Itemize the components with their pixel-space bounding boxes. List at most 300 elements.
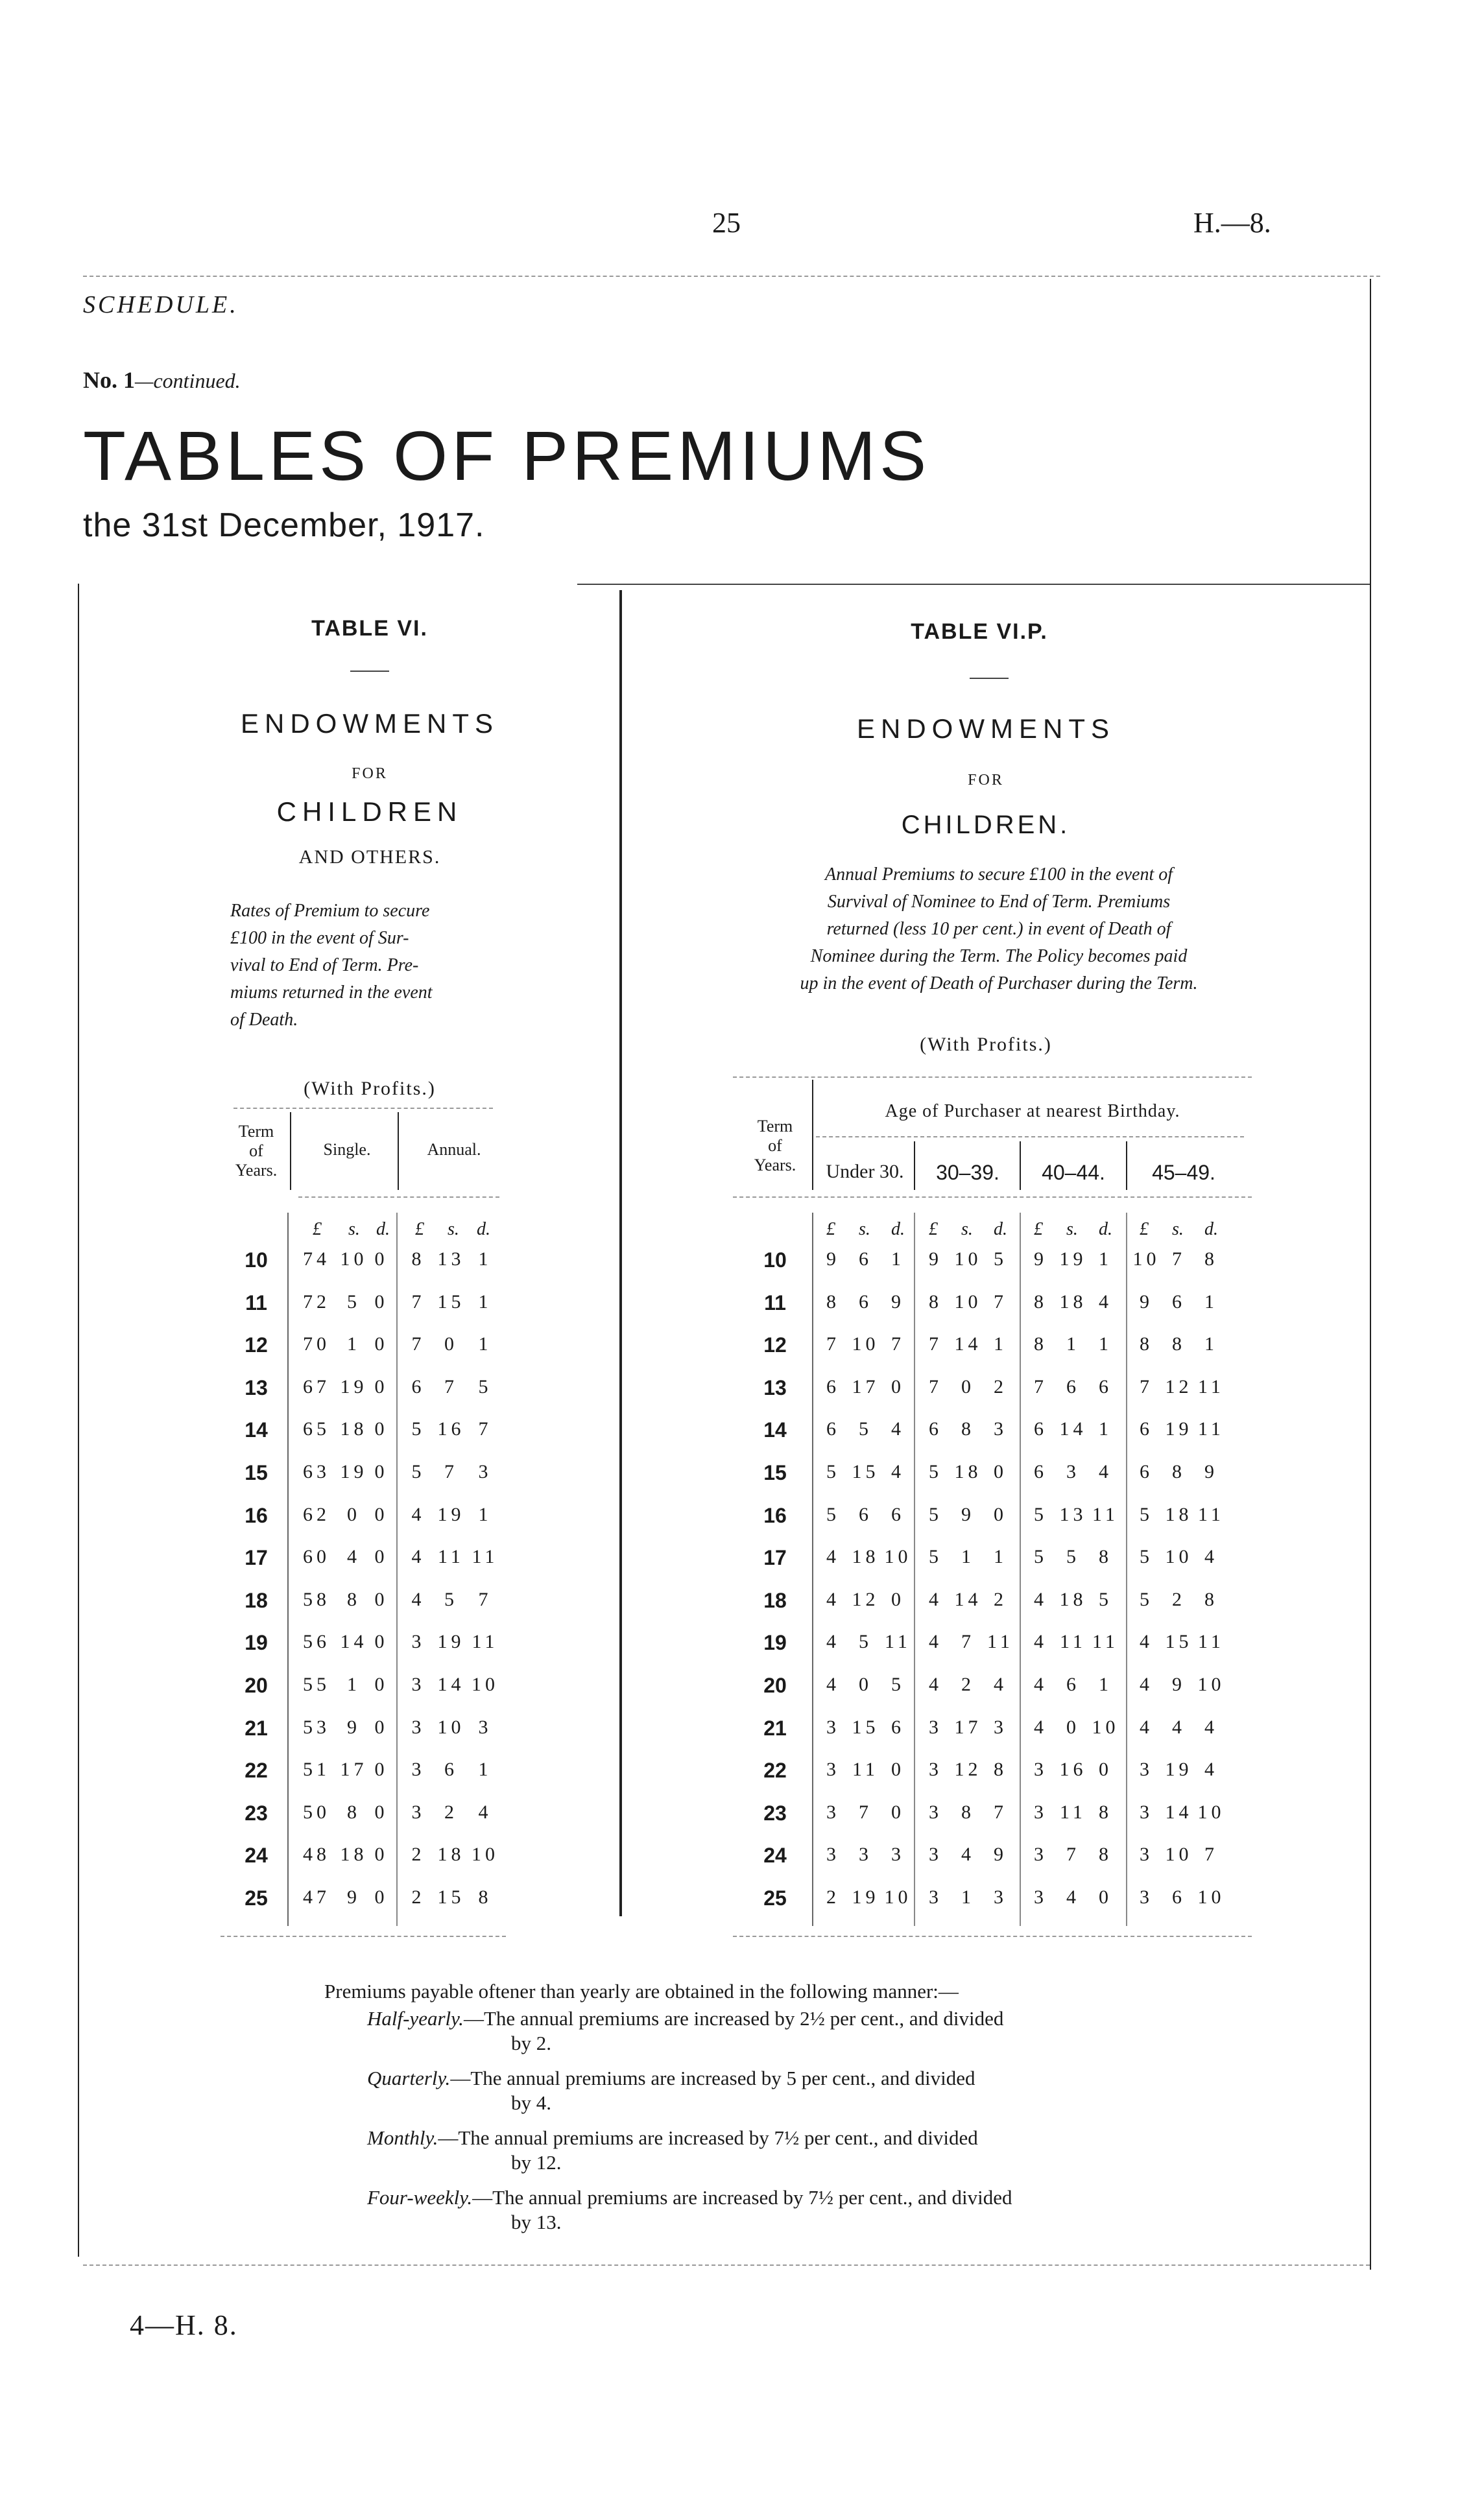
annual-pounds: 7: [411, 1333, 425, 1355]
pounds-cell: 7: [1140, 1376, 1153, 1397]
pounds-cell: 3: [1034, 1801, 1047, 1823]
pence-cell: 7: [994, 1291, 1007, 1313]
table6p-body-divider: [1020, 1213, 1021, 1926]
table6p-heading2: CHILDREN.: [901, 811, 1071, 839]
annual-pence: 4: [478, 1801, 492, 1823]
pounds-cell: 5: [1034, 1504, 1047, 1525]
page-title: TABLES OF PREMIUMS: [83, 416, 931, 495]
single-pence: 0: [374, 1461, 389, 1482]
pence-cell: 0: [891, 1759, 905, 1780]
annual-shillings: 0: [444, 1333, 458, 1355]
pounds-cell: 6: [1034, 1418, 1047, 1440]
term-cell: 15: [245, 1461, 268, 1484]
pounds-cell: 3: [929, 1801, 942, 1823]
pounds-cell: 9: [929, 1248, 942, 1270]
unit-pence: d.: [994, 1219, 1007, 1239]
single-pounds: 56: [303, 1631, 330, 1652]
shillings-cell: 0: [859, 1674, 872, 1695]
pence-cell: 5: [1099, 1589, 1112, 1610]
table6-desc-line: Rates of Premium to secure: [230, 901, 430, 921]
single-shillings: 10: [340, 1248, 368, 1270]
pounds-cell: 3: [826, 1717, 840, 1738]
pounds-cell: 3: [929, 1759, 942, 1780]
pence-cell: 4: [994, 1674, 1007, 1695]
pounds-cell: 7: [929, 1376, 942, 1397]
annual-pounds: 3: [411, 1801, 425, 1823]
shillings-cell: 14: [1165, 1801, 1193, 1823]
annual-pence: 1: [478, 1504, 492, 1525]
pounds-cell: 3: [929, 1844, 942, 1865]
table6-heading3: AND OTHERS.: [298, 846, 441, 868]
shillings-cell: 15: [852, 1717, 879, 1738]
pence-cell: 11: [1198, 1376, 1225, 1397]
table6-body-divider: [287, 1213, 289, 1926]
footnote-item-label: Half-yearly.: [367, 2007, 464, 2030]
term-cell: 18: [763, 1589, 787, 1612]
annual-pence: 1: [478, 1248, 492, 1270]
footnote-item: [367, 2006, 1167, 2056]
pence-cell: 10: [1197, 1801, 1225, 1823]
single-shillings: 18: [340, 1418, 368, 1440]
annual-pounds: 4: [411, 1546, 425, 1567]
annual-shillings: 14: [437, 1674, 465, 1695]
footnote-item: [367, 2185, 1167, 2235]
bottom-rule: [83, 2264, 1370, 2266]
term-cell: 13: [245, 1376, 268, 1399]
pence-cell: 1: [1204, 1333, 1218, 1355]
footnote-item-cont: by 2.: [511, 2032, 551, 2054]
pounds-cell: 3: [1034, 1759, 1047, 1780]
table6-title-rule: [350, 671, 389, 672]
single-pence: 0: [374, 1759, 389, 1780]
pounds-cell: 6: [826, 1418, 840, 1440]
term-cell: 17: [763, 1546, 787, 1569]
pence-cell: 1: [1099, 1333, 1112, 1355]
pounds-cell: 3: [1140, 1844, 1153, 1865]
single-pounds: 53: [303, 1717, 330, 1738]
shillings-cell: 7: [1172, 1248, 1186, 1270]
pence-cell: 0: [1099, 1886, 1112, 1908]
unit-pound: £: [929, 1219, 938, 1239]
shillings-cell: 11: [852, 1759, 879, 1780]
single-shillings: 18: [340, 1844, 368, 1865]
pence-cell: 9: [891, 1291, 905, 1313]
table6p-body-divider: [812, 1213, 813, 1926]
shillings-cell: 17: [852, 1376, 879, 1397]
table6p-desc-line: Survival of Nominee to End of Term. Premiums: [827, 892, 1171, 912]
annual-shillings: 16: [437, 1418, 465, 1440]
shillings-cell: 3: [859, 1844, 872, 1865]
single-pence: 0: [374, 1801, 389, 1823]
pence-cell: 0: [994, 1504, 1007, 1525]
pounds-cell: 5: [826, 1461, 840, 1482]
shillings-cell: 16: [1059, 1759, 1087, 1780]
pounds-cell: 8: [826, 1291, 840, 1313]
pounds-cell: 8: [1034, 1291, 1047, 1313]
single-pence: 0: [374, 1418, 389, 1440]
pounds-cell: 7: [1034, 1376, 1047, 1397]
pounds-cell: 5: [929, 1546, 942, 1567]
pence-cell: 1: [1099, 1248, 1112, 1270]
term-cell: 11: [764, 1291, 786, 1314]
shillings-cell: 11: [1060, 1631, 1086, 1652]
pence-cell: 5: [891, 1674, 905, 1695]
pence-cell: 0: [891, 1801, 905, 1823]
shillings-cell: 10: [1165, 1844, 1193, 1865]
shillings-cell: 19: [1059, 1248, 1087, 1270]
document-reference: H.—8.: [1193, 207, 1271, 239]
annual-pence: 1: [478, 1333, 492, 1355]
shillings-cell: 5: [1066, 1546, 1080, 1567]
pence-cell: 0: [891, 1589, 905, 1610]
single-pounds: 65: [303, 1418, 330, 1440]
term-cell: 16: [763, 1504, 787, 1527]
pounds-cell: 3: [1034, 1886, 1047, 1908]
annual-shillings: 13: [437, 1248, 465, 1270]
shillings-cell: 11: [1060, 1801, 1086, 1823]
table6-header-bottom-rule: [298, 1196, 499, 1198]
table6-col-term: [221, 1122, 292, 1180]
table6-heading2: CHILDREN: [276, 796, 463, 827]
single-pounds: 48: [303, 1844, 330, 1865]
footnote-item-label: Four-weekly.: [367, 2186, 473, 2209]
single-shillings: 8: [347, 1801, 361, 1823]
shillings-cell: 4: [1172, 1717, 1186, 1738]
pence-cell: 4: [1204, 1717, 1218, 1738]
footnote-item-cont: by 4.: [511, 2091, 551, 2114]
pounds-cell: 6: [1140, 1418, 1153, 1440]
pounds-cell: 4: [1034, 1717, 1047, 1738]
annual-shillings: 19: [437, 1504, 465, 1525]
pence-cell: 0: [891, 1376, 905, 1397]
shillings-cell: 0: [1066, 1717, 1080, 1738]
pounds-cell: 9: [1034, 1248, 1047, 1270]
shillings-cell: 6: [859, 1504, 872, 1525]
term-cell: 21: [245, 1717, 268, 1740]
annual-shillings: 7: [444, 1461, 458, 1482]
section-number: [83, 366, 241, 394]
single-pence: 0: [374, 1717, 389, 1738]
pence-cell: 4: [891, 1461, 905, 1482]
pence-cell: 11: [1092, 1504, 1119, 1525]
single-pence: 0: [374, 1546, 389, 1567]
shillings-cell: 8: [961, 1418, 975, 1440]
shillings-cell: 10: [852, 1333, 879, 1355]
term-cell: 22: [763, 1759, 787, 1782]
single-shillings: 1: [347, 1333, 361, 1355]
pounds-cell: 5: [1140, 1589, 1153, 1610]
shillings-cell: 1: [1066, 1333, 1080, 1355]
unit-pence: d.: [477, 1219, 490, 1239]
annual-shillings: 18: [437, 1844, 465, 1865]
shillings-cell: 18: [1059, 1589, 1087, 1610]
annual-pence: 8: [478, 1886, 492, 1908]
table6p-header-bottom-rule: [733, 1196, 1252, 1198]
pence-cell: 11: [1198, 1631, 1225, 1652]
single-shillings: 19: [340, 1461, 368, 1482]
unit-shilling: s.: [859, 1219, 870, 1239]
footnote-item-text: —The annual premiums are increased by 5 per cent., and divided: [450, 2067, 975, 2089]
pounds-cell: 4: [826, 1546, 840, 1567]
pounds-cell: 3: [826, 1801, 840, 1823]
pounds-cell: 5: [1140, 1546, 1153, 1567]
shillings-cell: 5: [859, 1631, 872, 1652]
term-cell: 15: [763, 1461, 787, 1484]
date-line: the 31st December, 1917.: [83, 506, 485, 544]
term-cell: 20: [763, 1674, 787, 1697]
single-shillings: 8: [347, 1589, 361, 1610]
shillings-cell: 6: [1172, 1291, 1186, 1313]
shillings-cell: 14: [954, 1333, 982, 1355]
corner-label: 4—H. 8.: [130, 2309, 238, 2341]
single-pounds: 47: [303, 1886, 330, 1908]
single-pence: 0: [374, 1504, 389, 1525]
pence-cell: 8: [1099, 1801, 1112, 1823]
table6p-col-term: [736, 1117, 814, 1175]
annual-shillings: 5: [444, 1589, 458, 1610]
table6-description: [230, 897, 529, 1034]
unit-pence: d.: [376, 1219, 390, 1239]
term-cell: 23: [245, 1801, 268, 1825]
single-pence: 0: [374, 1674, 389, 1695]
single-shillings: 5: [347, 1291, 361, 1313]
annual-pence: 11: [472, 1546, 499, 1567]
term-cell: 25: [245, 1886, 268, 1910]
shillings-cell: 3: [1066, 1461, 1080, 1482]
footnote-item-label: Quarterly.: [367, 2067, 451, 2089]
annual-pounds: 3: [411, 1631, 425, 1652]
table6p-profits: (With Profits.): [920, 1034, 1052, 1055]
annual-pence: 1: [478, 1291, 492, 1313]
section-no: No. 1: [83, 367, 135, 393]
pence-cell: 10: [884, 1886, 912, 1908]
table6p-age-divider: [914, 1141, 915, 1190]
table6-header-divider: [398, 1112, 399, 1190]
single-shillings: 1: [347, 1674, 361, 1695]
table6p-desc-line: Nominee during the Term. The Policy becomes paid: [810, 946, 1188, 966]
pence-cell: 3: [891, 1844, 905, 1865]
annual-pence: 3: [478, 1717, 492, 1738]
shillings-cell: 1: [961, 1546, 975, 1567]
pounds-cell: 4: [1034, 1589, 1047, 1610]
pounds-cell: 7: [826, 1333, 840, 1355]
annual-pounds: 6: [411, 1376, 425, 1397]
table6p-bottom-rule: [733, 1936, 1252, 1937]
footnote: [324, 1979, 1167, 2235]
pence-cell: 11: [1092, 1631, 1119, 1652]
center-divider: [619, 590, 622, 1916]
shillings-cell: 6: [1066, 1376, 1080, 1397]
left-border: [78, 584, 79, 2257]
annual-pounds: 4: [411, 1589, 425, 1610]
annual-pence: 10: [472, 1674, 499, 1695]
table6p-header-divider: [812, 1080, 813, 1190]
unit-pence: d.: [1204, 1219, 1218, 1239]
table6p-header-rule: [733, 1076, 1252, 1078]
footnote-item-text: —The annual premiums are increased by 2½ per cent., and divided: [463, 2007, 1004, 2030]
annual-pence: 11: [472, 1631, 499, 1652]
pence-cell: 11: [1198, 1504, 1225, 1525]
unit-shilling: s.: [348, 1219, 360, 1239]
pounds-cell: 3: [929, 1886, 942, 1908]
col-term-line: Term: [238, 1122, 274, 1141]
pounds-cell: 3: [929, 1717, 942, 1738]
term-cell: 21: [763, 1717, 787, 1740]
unit-pound: £: [1034, 1219, 1043, 1239]
table6p-age-divider: [1126, 1141, 1127, 1190]
pence-cell: 6: [891, 1717, 905, 1738]
col-term-line: of: [249, 1141, 263, 1160]
pence-cell: 3: [994, 1717, 1007, 1738]
pence-cell: 6: [1099, 1376, 1112, 1397]
annual-pence: 5: [478, 1376, 492, 1397]
annual-pounds: 8: [411, 1248, 425, 1270]
pounds-cell: 6: [1034, 1461, 1047, 1482]
pounds-cell: 4: [929, 1589, 942, 1610]
term-cell: 24: [245, 1844, 268, 1867]
pounds-cell: 3: [1140, 1801, 1153, 1823]
single-shillings: 14: [340, 1631, 368, 1652]
top-rule: [83, 276, 1380, 277]
pence-cell: 8: [1099, 1546, 1112, 1567]
table6-desc-line: vival to End of Term. Pre-: [230, 955, 419, 975]
col-term-line: of: [768, 1136, 782, 1155]
table6p-title: TABLE VI.P.: [911, 619, 1048, 644]
table6-for: FOR: [352, 765, 388, 782]
annual-pence: 3: [478, 1461, 492, 1482]
pounds-cell: 8: [1140, 1333, 1153, 1355]
single-pence: 0: [374, 1333, 389, 1355]
shillings-cell: 8: [1172, 1461, 1186, 1482]
pence-cell: 10: [1197, 1674, 1225, 1695]
single-pounds: 72: [303, 1291, 330, 1313]
pounds-cell: 4: [929, 1631, 942, 1652]
single-pounds: 55: [303, 1674, 330, 1695]
annual-pounds: 2: [411, 1886, 425, 1908]
annual-shillings: 7: [444, 1376, 458, 1397]
pounds-cell: 4: [826, 1589, 840, 1610]
pence-cell: 11: [1198, 1418, 1225, 1440]
annual-pounds: 5: [411, 1461, 425, 1482]
table6p-title-rule: [970, 678, 1009, 679]
single-pounds: 51: [303, 1759, 330, 1780]
pounds-cell: 4: [929, 1674, 942, 1695]
pounds-cell: 5: [826, 1504, 840, 1525]
unit-pound: £: [313, 1219, 322, 1239]
shillings-cell: 6: [1172, 1886, 1186, 1908]
shillings-cell: 4: [961, 1844, 975, 1865]
shillings-cell: 9: [961, 1504, 975, 1525]
table6-desc-line: miums returned in the event: [230, 982, 433, 1003]
pence-cell: 4: [1204, 1546, 1218, 1567]
pence-cell: 0: [994, 1461, 1007, 1482]
shillings-cell: 18: [1165, 1504, 1193, 1525]
annual-shillings: 11: [438, 1546, 464, 1567]
annual-shillings: 6: [444, 1759, 458, 1780]
pence-cell: 7: [994, 1801, 1007, 1823]
pence-cell: 8: [1204, 1589, 1218, 1610]
shillings-cell: 12: [1165, 1376, 1193, 1397]
unit-pence: d.: [891, 1219, 905, 1239]
term-cell: 10: [245, 1248, 268, 1272]
pounds-cell: 4: [1140, 1717, 1153, 1738]
pence-cell: 9: [1204, 1461, 1218, 1482]
pounds-cell: 4: [1140, 1674, 1153, 1695]
annual-pence: 7: [478, 1589, 492, 1610]
shillings-cell: 12: [954, 1759, 982, 1780]
table6p-desc-line: Annual Premiums to secure £100 in the event of: [824, 864, 1173, 885]
term-cell: 14: [245, 1418, 268, 1442]
shillings-cell: 7: [1066, 1844, 1080, 1865]
pence-cell: 9: [994, 1844, 1007, 1865]
shillings-cell: 8: [961, 1801, 975, 1823]
table6p-description: [752, 861, 1245, 997]
pence-cell: 5: [994, 1248, 1007, 1270]
unit-pence: d.: [1099, 1219, 1112, 1239]
pounds-cell: 10: [1132, 1248, 1160, 1270]
pounds-cell: 4: [1034, 1674, 1047, 1695]
pence-cell: 10: [1092, 1717, 1119, 1738]
pence-cell: 8: [1099, 1844, 1112, 1865]
annual-shillings: 10: [437, 1717, 465, 1738]
shillings-cell: 18: [852, 1546, 879, 1567]
pence-cell: 4: [1204, 1759, 1218, 1780]
shillings-cell: 7: [961, 1631, 975, 1652]
annual-pounds: 3: [411, 1759, 425, 1780]
pence-cell: 10: [1197, 1886, 1225, 1908]
pence-cell: 1: [1099, 1418, 1112, 1440]
single-pounds: 74: [303, 1248, 330, 1270]
single-pence: 0: [374, 1376, 389, 1397]
unit-shilling: s.: [448, 1219, 459, 1239]
single-pence: 0: [374, 1631, 389, 1652]
pence-cell: 11: [987, 1631, 1014, 1652]
shillings-cell: 15: [1165, 1631, 1193, 1652]
annual-pounds: 5: [411, 1418, 425, 1440]
pounds-cell: 6: [929, 1418, 942, 1440]
shillings-cell: 19: [1165, 1759, 1193, 1780]
shillings-cell: 15: [852, 1461, 879, 1482]
pence-cell: 8: [994, 1759, 1007, 1780]
shillings-cell: 13: [1059, 1504, 1087, 1525]
table6-title: TABLE VI.: [311, 616, 428, 641]
term-cell: 11: [245, 1291, 267, 1314]
term-cell: 16: [245, 1504, 268, 1527]
table6-body-divider: [396, 1213, 398, 1926]
table6-col-single: Single.: [323, 1140, 371, 1159]
term-cell: 14: [763, 1418, 787, 1442]
annual-pounds: 3: [411, 1717, 425, 1738]
shillings-cell: 18: [1059, 1291, 1087, 1313]
pounds-cell: 3: [1034, 1844, 1047, 1865]
unit-pound: £: [415, 1219, 424, 1239]
single-pounds: 67: [303, 1376, 330, 1397]
shillings-cell: 19: [852, 1886, 879, 1908]
shillings-cell: 6: [859, 1248, 872, 1270]
pounds-cell: 4: [826, 1674, 840, 1695]
footnote-item: [367, 2126, 1167, 2175]
table6p-age-header: Age of Purchaser at nearest Birthday.: [885, 1101, 1180, 1121]
term-cell: 25: [763, 1886, 787, 1910]
pounds-cell: 3: [1140, 1759, 1153, 1780]
pence-cell: 2: [994, 1589, 1007, 1610]
term-cell: 13: [763, 1376, 787, 1399]
single-pence: 0: [374, 1589, 389, 1610]
col-term-line: Term: [757, 1117, 793, 1135]
table6-bottom-rule: [221, 1936, 506, 1937]
table6p-age-col-under30: Under 30.: [826, 1161, 904, 1182]
pence-cell: 1: [994, 1333, 1007, 1355]
